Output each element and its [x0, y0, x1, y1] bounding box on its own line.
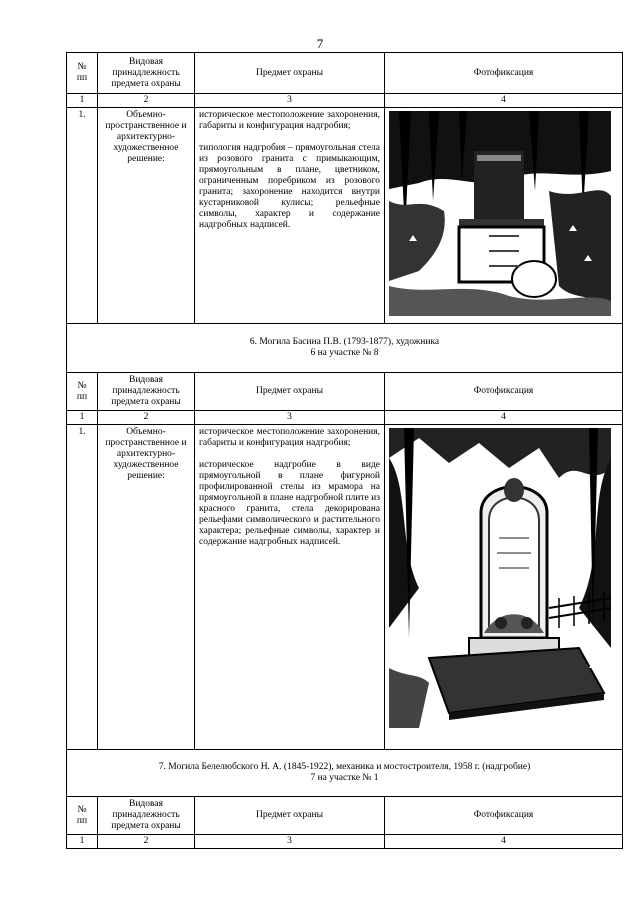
header-photo: Фотофиксация: [385, 797, 623, 835]
section-row: [67, 750, 623, 797]
table-header-row: [67, 797, 623, 835]
subject-paragraph: историческое надгробие в виде прямоугольной в плане фигурной профилированной стелы из мрамора на прямоугольной в плане надгробной плите из красного гранита, стела декорирована рельефами символического и растительного характера; рельефные символы, характер и содержание надгробных надписей.: [199, 460, 380, 547]
col-number: 1: [67, 411, 98, 425]
col-number: 4: [385, 94, 623, 108]
table-header-row: [67, 373, 623, 411]
header-subject: Предмет охраны: [195, 797, 385, 835]
col-number: 4: [385, 411, 623, 425]
header-num: № пп: [67, 373, 98, 411]
section-subtitle: 7 на участке № 1: [310, 773, 379, 783]
row-photo: [385, 108, 623, 324]
header-subject: Предмет охраны: [195, 53, 385, 94]
grave-photo-monument-icon: [389, 428, 611, 728]
page-number: 7: [316, 36, 324, 51]
column-numbers-row: [67, 94, 623, 108]
col-number: 4: [385, 835, 623, 849]
header-kind: Видовая принадлежность предмета охраны: [98, 373, 195, 411]
row-kind: Объемно-пространственное и архитектурно-художественное решение:: [98, 108, 195, 324]
header-kind: Видовая принадлежность предмета охраны: [98, 53, 195, 94]
subject-paragraph: типология надгробия – прямоугольная стела из розового гранита с примыкающим, прямоугольным в плане, цветником, ограниченным поребриком из розового гранита; захоронение находится внутри кустарниковой кулисы; рельефные символы, характер и содержание надгробных надписей.: [199, 143, 380, 230]
row-kind: Объемно-пространственное и архитектурно-художественное решение:: [98, 425, 195, 750]
protection-table: [66, 52, 623, 849]
header-kind: Видовая принадлежность предмета охраны: [98, 797, 195, 835]
header-num: № пп: [67, 53, 98, 94]
row-index: 1.: [67, 425, 98, 750]
row-photo: [385, 425, 623, 750]
col-number: 1: [67, 94, 98, 108]
column-numbers-row: [67, 411, 623, 425]
row-subject: [195, 425, 385, 750]
section-title-cell: [67, 750, 623, 797]
subject-paragraph: историческое местоположение захоронения, габариты и конфигурация надгробия;: [199, 110, 380, 131]
col-number: 1: [67, 835, 98, 849]
table-header-row: [67, 53, 623, 94]
header-photo: Фотофиксация: [385, 53, 623, 94]
section-title-cell: [67, 324, 623, 373]
row-subject: [195, 108, 385, 324]
grave-photo-stela-icon: [389, 111, 611, 316]
section-title: 6. Могила Басина П.В. (1793-1877), художника: [249, 337, 440, 347]
col-number: 3: [195, 94, 385, 108]
table-row: [67, 108, 623, 324]
col-number: 3: [195, 835, 385, 849]
section-subtitle: 6 на участке № 8: [310, 348, 379, 358]
subject-paragraph: историческое местоположение захоронения, габариты и конфигурация надгробия;: [199, 427, 380, 448]
section-title: 7. Могила Белелюбского Н. А. (1845-1922), механика и мостостроителя, 1958 г. (надгробие): [158, 762, 531, 772]
col-number: 2: [98, 835, 195, 849]
header-num: № пп: [67, 797, 98, 835]
header-photo: Фотофиксация: [385, 373, 623, 411]
col-number: 2: [98, 411, 195, 425]
header-subject: Предмет охраны: [195, 373, 385, 411]
section-row: [67, 324, 623, 373]
column-numbers-row: [67, 835, 623, 849]
col-number: 3: [195, 411, 385, 425]
col-number: 2: [98, 94, 195, 108]
table-row: [67, 425, 623, 750]
row-index: 1.: [67, 108, 98, 324]
